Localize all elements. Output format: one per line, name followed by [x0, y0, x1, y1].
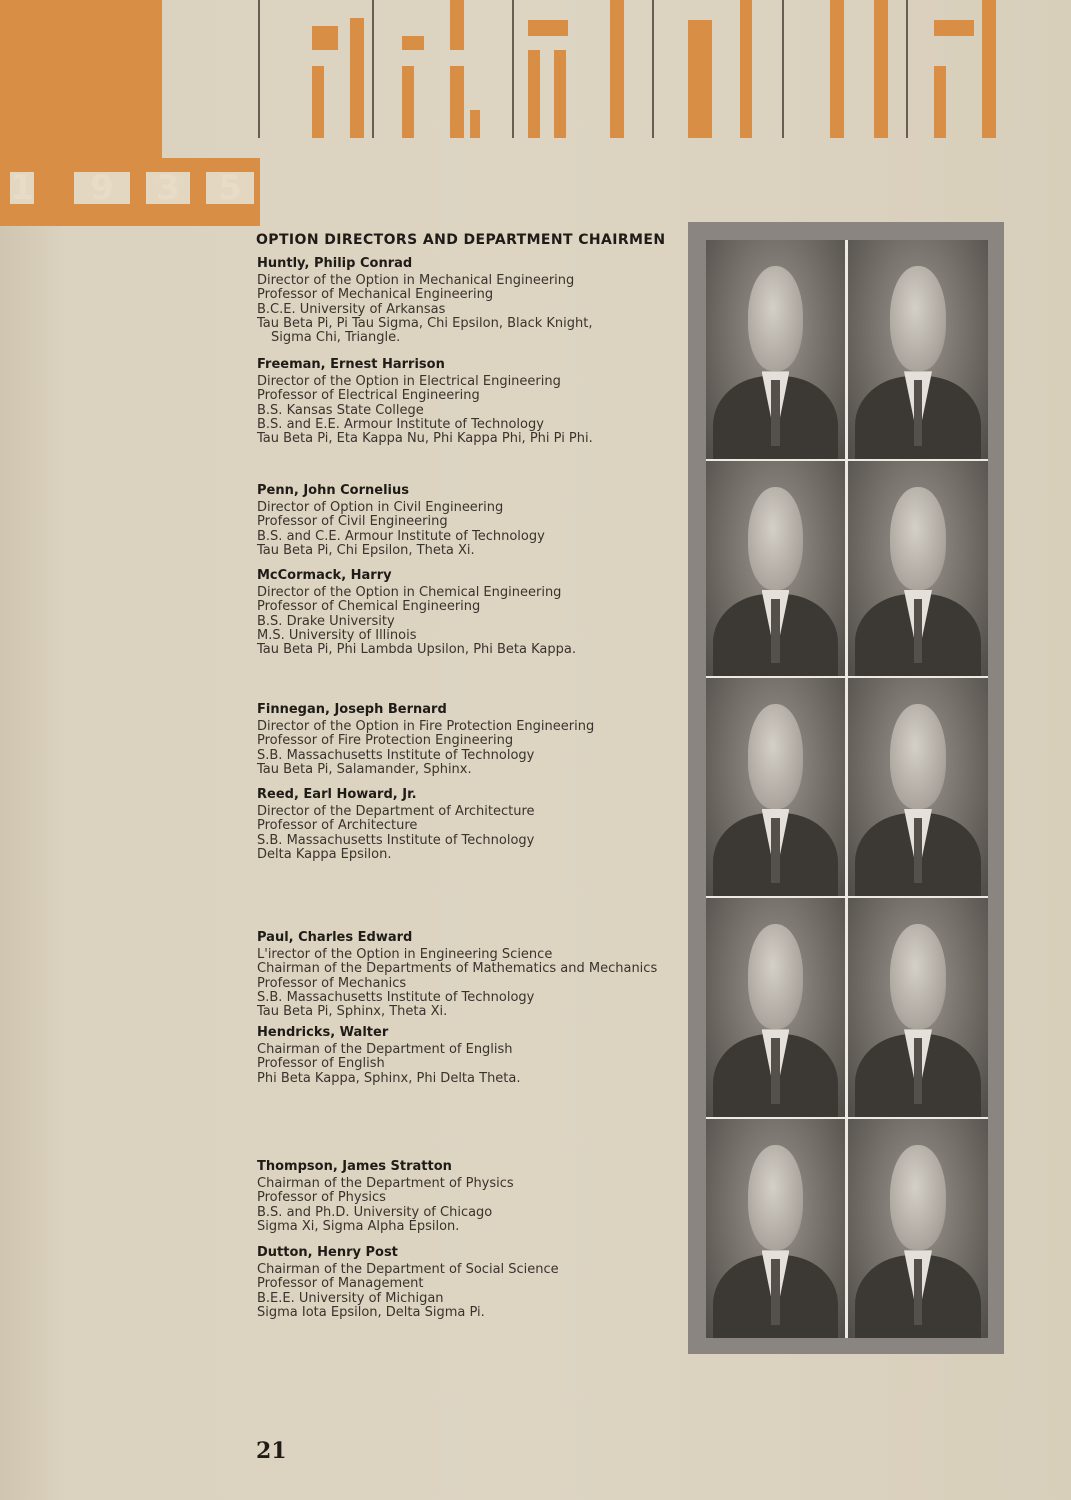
- faculty-name: McCormack, Harry: [257, 568, 392, 583]
- faculty-detail: Professor of Mechanics: [257, 975, 407, 991]
- faculty-detail: Professor of Civil Engineering: [257, 514, 448, 530]
- faculty-detail: Tau Beta Pi, Chi Epsilon, Theta Xi.: [257, 542, 475, 558]
- faculty-detail: Chairman of the Department of Physics: [257, 1176, 514, 1191]
- header-orange-bar: [312, 66, 324, 138]
- header-rule: [372, 0, 374, 138]
- faculty-entry: [257, 568, 677, 657]
- faculty-name: Finnegan, Joseph Bernard: [257, 702, 447, 717]
- faculty-detail: Tau Beta Pi, Pi Tau Sigma, Chi Epsilon, Black Knight,: [257, 315, 593, 331]
- faculty-detail: Professor of Architecture: [257, 818, 418, 834]
- faculty-detail: B.S. and E.E. Armour Institute of Technology: [257, 416, 544, 432]
- faculty-name: Thompson, James Stratton: [257, 1159, 452, 1174]
- faculty-detail: S.B. Massachusetts Institute of Technology: [257, 832, 535, 848]
- faculty-detail: Phi Beta Kappa, Sphinx, Phi Delta Theta.: [257, 1070, 521, 1086]
- faculty-detail: Sigma Xi, Sigma Alpha Epsilon.: [257, 1218, 460, 1234]
- portrait-photo: [848, 898, 988, 1117]
- year-digit-1: 1: [10, 168, 34, 208]
- faculty-entry: [257, 1025, 677, 1086]
- faculty-name: Huntly, Philip Conrad: [257, 256, 413, 271]
- portrait-grid: [706, 240, 988, 1338]
- faculty-detail: Tau Beta Pi, Eta Kappa Nu, Phi Kappa Phi, Phi Pi Phi.: [257, 431, 593, 447]
- faculty-detail: L'irector of the Option in Engineering Science: [257, 947, 553, 962]
- faculty-detail: Professor of Fire Protection Engineering: [257, 733, 514, 749]
- header-rule: [782, 0, 784, 138]
- header-rule: [258, 0, 260, 138]
- faculty-detail: Professor of Management: [257, 1276, 424, 1292]
- header-orange-bar: [528, 20, 568, 36]
- portrait-photo: [848, 461, 988, 676]
- header-rule: [906, 0, 908, 138]
- faculty-detail: Chairman of the Department of Social Science: [257, 1262, 559, 1277]
- faculty-detail: Professor of Mechanical Engineering: [257, 287, 494, 303]
- portrait-photo: [848, 240, 988, 459]
- faculty-entry: [257, 1245, 677, 1320]
- header-orange-bar: [688, 20, 712, 138]
- portrait-photo: [706, 1119, 845, 1338]
- faculty-detail: Chairman of the Departments of Mathematics and Mechanics: [257, 961, 658, 977]
- portrait-photo: [848, 1119, 988, 1338]
- faculty-name: Dutton, Henry Post: [257, 1245, 398, 1260]
- header-orange-bar: [528, 50, 540, 138]
- header-rule: [512, 0, 514, 138]
- faculty-entry: [257, 357, 677, 446]
- faculty-detail: Director of the Option in Fire Protection Engineering: [257, 719, 595, 734]
- faculty-detail: Professor of Physics: [257, 1190, 386, 1206]
- year-digit-3: 3: [146, 172, 190, 204]
- portrait-photo: [706, 678, 845, 896]
- faculty-detail: B.E.E. University of Michigan: [257, 1290, 444, 1306]
- faculty-entry: [257, 787, 677, 862]
- faculty-detail: Sigma Iota Epsilon, Delta Sigma Pi.: [257, 1304, 485, 1320]
- faculty-name: Penn, John Cornelius: [257, 483, 409, 498]
- faculty-detail: Director of the Department of Architecture: [257, 804, 535, 819]
- header-orange-bar: [740, 0, 752, 138]
- faculty-detail: Tau Beta Pi, Salamander, Sphinx.: [257, 761, 472, 777]
- faculty-name: Paul, Charles Edward: [257, 930, 413, 945]
- section-title: OPTION DIRECTORS AND DEPARTMENT CHAIRMEN: [256, 232, 666, 248]
- header-orange-bar: [934, 66, 946, 138]
- header-rule: [652, 0, 654, 138]
- faculty-detail: Professor of Chemical Engineering: [257, 599, 481, 615]
- faculty-detail: Director of the Option in Electrical Engineering: [257, 374, 561, 389]
- faculty-entry: [257, 930, 677, 1019]
- faculty-detail: Professor of English: [257, 1056, 385, 1072]
- portrait-photo: [706, 461, 845, 676]
- header-orange-bar: [934, 20, 974, 36]
- faculty-detail: M.S. University of Illinois: [257, 627, 417, 643]
- faculty-detail: Tau Beta Pi, Phi Lambda Upsilon, Phi Beta Kappa.: [257, 642, 576, 658]
- faculty-detail: Delta Kappa Epsilon.: [257, 846, 392, 862]
- portrait-photo: [706, 240, 845, 459]
- faculty-detail: Director of Option in Civil Engineering: [257, 500, 504, 515]
- header-orange-bar: [470, 110, 480, 138]
- page-number: 21: [256, 1438, 287, 1464]
- faculty-detail: Professor of Electrical Engineering: [257, 388, 480, 404]
- faculty-detail: S.B. Massachusetts Institute of Technology: [257, 747, 535, 763]
- header-orange-bar: [450, 0, 464, 50]
- portrait-photo: [706, 898, 845, 1117]
- faculty-detail: Director of the Option in Mechanical Engineering: [257, 273, 575, 288]
- year-digit-5: 5: [206, 172, 254, 204]
- faculty-name: Freeman, Ernest Harrison: [257, 357, 445, 372]
- faculty-entry: [257, 256, 677, 345]
- faculty-entry: [257, 483, 677, 558]
- header-orange-bar: [312, 26, 338, 50]
- faculty-name: Reed, Earl Howard, Jr.: [257, 787, 417, 802]
- portrait-photo: [848, 678, 988, 896]
- faculty-detail: Tau Beta Pi, Sphinx, Theta Xi.: [257, 1004, 448, 1020]
- faculty-detail: B.S. and Ph.D. University of Chicago: [257, 1204, 493, 1220]
- header-orange-bar: [402, 36, 424, 50]
- year-digit-9: 9: [74, 172, 130, 204]
- header-orange-bar: [830, 0, 844, 138]
- faculty-detail: Chairman of the Department of English: [257, 1042, 513, 1057]
- header-orange-bar: [402, 66, 414, 138]
- faculty-entry: [257, 702, 677, 777]
- header-orange-bar: [350, 18, 364, 138]
- faculty-detail: Sigma Chi, Triangle.: [271, 330, 401, 346]
- faculty-detail: S.B. Massachusetts Institute of Technology: [257, 989, 535, 1005]
- header-orange-bar: [982, 0, 996, 138]
- header-orange-bar: [450, 66, 464, 138]
- header-orange-bar: [874, 0, 888, 138]
- faculty-detail: B.C.E. University of Arkansas: [257, 301, 446, 317]
- faculty-entry: [257, 1159, 677, 1234]
- header-orange-bar: [610, 0, 624, 138]
- faculty-name: Hendricks, Walter: [257, 1025, 389, 1040]
- header-orange-bar: [554, 50, 566, 138]
- faculty-detail: Director of the Option in Chemical Engineering: [257, 585, 562, 600]
- faculty-detail: B.S. and C.E. Armour Institute of Technology: [257, 528, 545, 544]
- faculty-detail: B.S. Drake University: [257, 613, 395, 629]
- header-orange-panel: [0, 0, 162, 158]
- faculty-detail: B.S. Kansas State College: [257, 402, 424, 418]
